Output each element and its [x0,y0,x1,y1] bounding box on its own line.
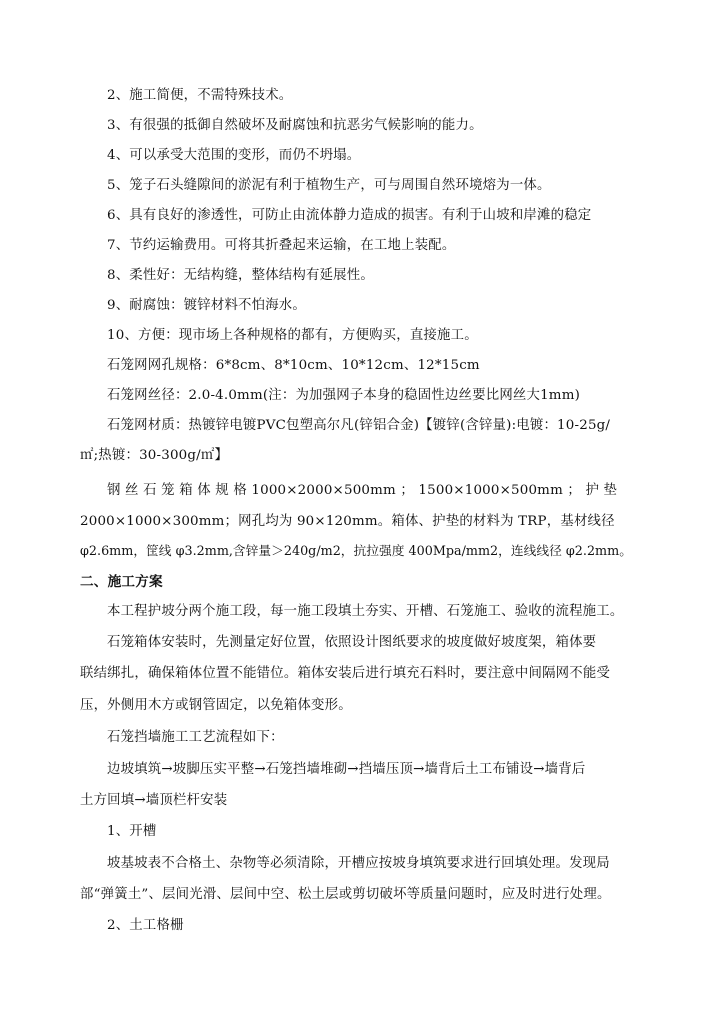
section-paragraph-2-line-3: 压，外侧用木方或钢管固定，以免箱体变形。 [80,698,352,713]
spec-box-line-3: φ2.6mm，筐线 φ3.2mm,含锌量＞240g/m2，抗拉强度 400Mpa/mm2，连线线径 φ2.2mm。 [80,544,632,559]
advantage-item-5: 5、笼子石头缝隙间的淤泥有利于植物生产，可与周围自然环境熔为一体。 [107,178,551,193]
subsection-1-paragraph-line-2: 部“弹簧土”、层间光滑、层间中空、松土层或剪切破坏等质量问题时，应及时进行处理。 [80,887,611,902]
section-title: 二、施工方案 [80,574,163,590]
spec-material-line-2: ㎡;热镀：30-300g/㎡】 [80,448,229,463]
advantage-item-4: 4、可以承受大范围的变形，而仍不坍塌。 [107,148,361,163]
section-paragraph-1: 本工程护坡分两个施工段，每一施工段填土夯实、开槽、石笼施工、验收的流程施工。 [107,604,624,619]
process-flow-line-2: 土方回填→墙顶栏杆安装 [80,793,228,808]
advantage-item-6: 6、具有良好的渗透性，可防止由流体静力造成的损害。有利于山坡和岸滩的稳定 [107,208,592,223]
section-paragraph-3: 石笼挡墙施工工艺流程如下： [107,730,284,745]
advantage-item-8: 8、柔性好：无结构缝，整体结构有延展性。 [107,268,374,283]
advantage-item-10: 10、方便：现市场上各种规格的都有，方便购买，直接施工。 [107,328,478,343]
spec-mesh-size: 石笼网网孔规格：6*8cm、8*10cm、10*12cm、12*15cm [107,358,480,373]
section-paragraph-2-line-1: 石笼箱体安装时，先测量定好位置，依照设计图纸要求的坡度做好坡度架，箱体要 [107,635,597,650]
advantage-item-9: 9、耐腐蚀：镀锌材料不怕海水。 [107,298,306,313]
subsection-1-paragraph-line-1: 坡基坡表不合格土、杂物等必须清除，开槽应按坡身填筑要求进行回填处理。发现局 [107,856,610,871]
subsection-2-title: 2、土工格栅 [107,918,184,933]
advantage-item-7: 7、节约运输费用。可将其折叠起来运输，在工地上装配。 [107,238,456,253]
process-flow-line-1: 边坡填筑→坡脚压实平整→石笼挡墙堆砌→挡墙压顶→墙背后土工布铺设→墙背后 [107,762,586,777]
spec-wire-diameter: 石笼网丝径：2.0-4.0mm(注：为加强网子本身的稳固性边丝要比网丝大1mm) [107,388,581,403]
spec-box-line-2: 2000×1000×300mm；网孔均为 90×120mm。箱体、护垫的材料为 TRP，基材线径 [80,514,615,529]
spec-box-line-1: 钢 丝 石 笼 箱 体 规 格 1000×2000×500mm ； 1500×1000×500mm ； 护 垫 [107,483,618,498]
spec-material-line-1: 石笼网材质：热镀锌电镀PVC包塑高尔凡(锌铝合金)【镀锌(含锌量):电镀：10-25g/ [107,418,611,433]
subsection-1-title: 1、开槽 [107,824,157,839]
advantage-item-3: 3、有很强的抵御自然破坏及耐腐蚀和抗恶劣气候影响的能力。 [107,118,483,133]
advantage-item-2: 2、施工简便，不需特殊技术。 [107,88,293,103]
section-paragraph-2-line-2: 联结绑扎，确保箱体位置不能错位。箱体安装后进行填充石料时，要注意中间隔网不能受 [80,666,611,681]
